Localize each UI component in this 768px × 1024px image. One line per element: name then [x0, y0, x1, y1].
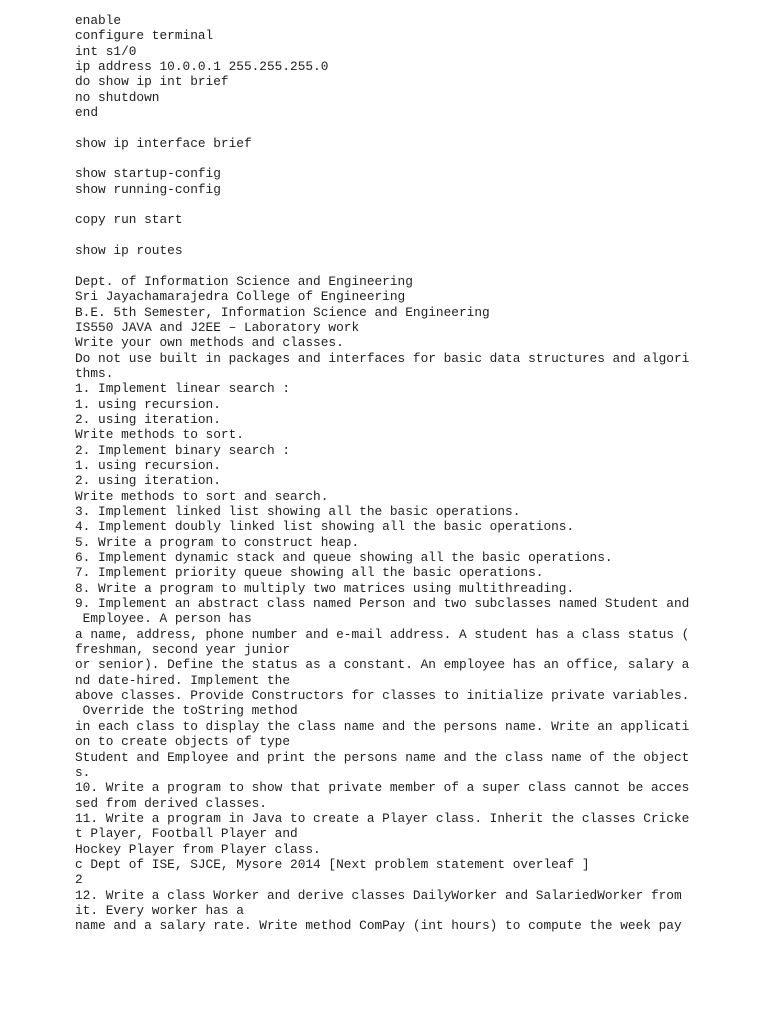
text-line: Student and Employee and print the persons name and the class name of the object: [75, 749, 690, 765]
text-line: Hockey Player from Player class.: [75, 841, 321, 857]
text-line: 2. using iteration.: [75, 411, 221, 427]
text-line: above classes. Provide Constructors for classes to initialize private variables.: [75, 688, 690, 704]
text-line: Write methods to sort and search.: [75, 488, 329, 504]
text-line: Sri Jayachamarajedra College of Engineering: [75, 289, 406, 305]
text-line: show startup-config: [75, 166, 221, 182]
text-line: enable: [75, 13, 122, 28]
text-line: no shutdown: [75, 89, 160, 105]
text-line: s.: [75, 764, 91, 780]
text-line: 2: [75, 872, 83, 888]
text-line: name and a salary rate. Write method ComPay (int hours) to compute the week pay: [75, 918, 682, 934]
text-line: IS550 JAVA and J2EE – Laboratory work: [75, 319, 360, 335]
text-line: Do not use built in packages and interfaces for basic data structures and algori: [75, 350, 690, 366]
document-text: [75, 13, 755, 934]
blank-line: [75, 228, 755, 243]
text-line: 7. Implement priority queue showing all the basic operations.: [75, 565, 544, 581]
text-line: sed from derived classes.: [75, 795, 267, 811]
text-line: B.E. 5th Semester, Information Science and Engineering: [75, 304, 490, 320]
text-line: 9. Implement an abstract class named Person and two subclasses named Student and: [75, 596, 690, 612]
text-line: show ip interface brief: [75, 135, 252, 151]
text-line: int s1/0: [75, 43, 137, 59]
blank-line: [75, 120, 755, 135]
text-line: show ip routes: [75, 243, 183, 259]
text-line: copy run start: [75, 212, 183, 228]
text-line: 5. Write a program to construct heap.: [75, 534, 360, 550]
text-line: Override the toString method: [75, 703, 298, 719]
text-line: ip address 10.0.0.1 255.255.255.0: [75, 59, 329, 75]
blank-line: [75, 259, 755, 274]
text-line: in each class to display the class name and the persons name. Write an applicati: [75, 718, 690, 734]
text-line: 2. Implement binary search :: [75, 442, 291, 458]
text-line: 1. Implement linear search :: [75, 381, 291, 397]
text-line: do show ip int brief: [75, 74, 229, 90]
text-line: 8. Write a program to multiply two matrices using multithreading.: [75, 580, 575, 596]
text-line: end: [75, 105, 99, 121]
text-line: it. Every worker has a: [75, 902, 244, 918]
blank-line: [75, 197, 755, 212]
text-line: Write your own methods and classes.: [75, 335, 344, 351]
text-line: Dept. of Information Science and Engineering: [75, 273, 413, 289]
text-line: on to create objects of type: [75, 734, 291, 750]
text-line: configure terminal: [75, 28, 214, 44]
text-line: 1. using recursion.: [75, 457, 221, 473]
text-line: 1. using recursion.: [75, 396, 221, 412]
text-line: 6. Implement dynamic stack and queue showing all the basic operations.: [75, 550, 613, 566]
text-line: thms.: [75, 365, 114, 381]
text-line: 11. Write a program in Java to create a Player class. Inherit the classes Cricke: [75, 810, 690, 826]
text-line: 2. using iteration.: [75, 473, 221, 489]
text-line: nd date-hired. Implement the: [75, 672, 291, 688]
text-line: 3. Implement linked list showing all the basic operations.: [75, 504, 521, 519]
text-line: show running-config: [75, 181, 221, 197]
text-line: 4. Implement doubly linked list showing all the basic operations.: [75, 519, 575, 535]
text-line: t Player, Football Player and: [75, 826, 298, 842]
text-line: 10. Write a program to show that private member of a super class cannot be acces: [75, 780, 690, 796]
text-line: a name, address, phone number and e-mail address. A student has a class status (: [75, 626, 690, 642]
text-line: c Dept of ISE, SJCE, Mysore 2014 [Next problem statement overleaf ]: [75, 856, 590, 872]
text-line: 12. Write a class Worker and derive classes DailyWorker and SalariedWorker from: [75, 887, 682, 903]
text-line: or senior). Define the status as a constant. An employee has an office, salary a: [75, 657, 690, 673]
blank-line: [75, 151, 755, 166]
text-line: freshman, second year junior: [75, 642, 291, 658]
text-line: Employee. A person has: [75, 611, 252, 627]
text-line: Write methods to sort.: [75, 427, 244, 443]
